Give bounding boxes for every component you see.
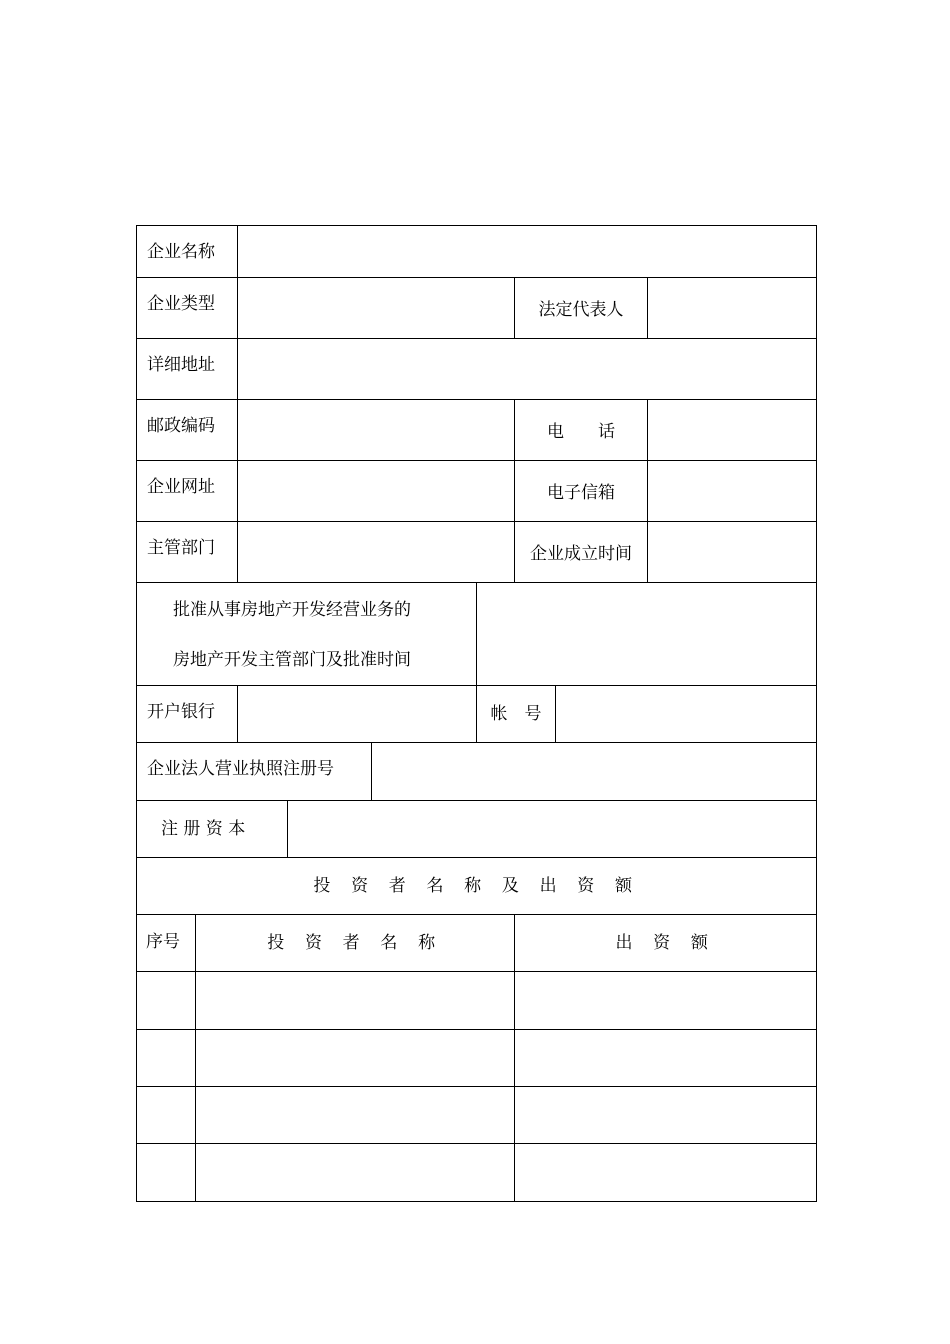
investor-index-cell[interactable] bbox=[137, 1087, 195, 1143]
company-name-label: 企业名称 bbox=[147, 242, 215, 262]
investor-name-cell[interactable] bbox=[195, 1144, 514, 1201]
founded-label: 企业成立时间 bbox=[530, 544, 632, 564]
row-capital bbox=[137, 801, 816, 858]
email-field[interactable] bbox=[647, 461, 816, 521]
phone-field[interactable] bbox=[647, 400, 816, 460]
license-label: 企业法人营业执照注册号 bbox=[147, 759, 334, 779]
legal-rep-label: 法定代表人 bbox=[538, 300, 624, 320]
bank-label: 开户银行 bbox=[147, 702, 215, 722]
website-label: 企业网址 bbox=[147, 477, 215, 497]
capital-field[interactable] bbox=[287, 801, 816, 857]
investor-amount-cell[interactable] bbox=[514, 1030, 816, 1086]
table-row bbox=[137, 1030, 816, 1087]
postcode-field[interactable] bbox=[237, 400, 514, 460]
investor-index-cell[interactable] bbox=[137, 1030, 195, 1086]
investor-amount-cell[interactable] bbox=[514, 1144, 816, 1201]
row-approval bbox=[137, 583, 816, 686]
founded-field[interactable] bbox=[647, 522, 816, 582]
row-address bbox=[137, 339, 816, 400]
investors-table-header bbox=[137, 915, 816, 972]
address-label: 详细地址 bbox=[147, 355, 215, 375]
approval-label-line2: 房地产开发主管部门及批准时间 bbox=[173, 650, 411, 670]
investor-name-cell[interactable] bbox=[195, 972, 514, 1029]
bank-field[interactable] bbox=[237, 686, 476, 742]
postcode-label: 邮政编码 bbox=[147, 416, 215, 436]
investor-amount-cell[interactable] bbox=[514, 1087, 816, 1143]
row-license bbox=[137, 743, 816, 801]
approval-label-line1: 批准从事房地产开发经营业务的 bbox=[173, 600, 411, 620]
row-website bbox=[137, 461, 816, 522]
phone-label: 电 话 bbox=[547, 422, 615, 442]
row-authority bbox=[137, 522, 816, 583]
address-field[interactable] bbox=[237, 339, 816, 399]
investor-name-cell[interactable] bbox=[195, 1030, 514, 1086]
row-company-type bbox=[137, 278, 816, 339]
table-row bbox=[137, 1087, 816, 1144]
enterprise-registration-form bbox=[136, 225, 817, 1202]
col-index-header: 序号 bbox=[146, 932, 180, 952]
approval-field[interactable] bbox=[476, 583, 816, 685]
account-field[interactable] bbox=[555, 686, 816, 742]
row-postcode bbox=[137, 400, 816, 461]
row-bank bbox=[137, 686, 816, 743]
authority-label: 主管部门 bbox=[147, 538, 215, 558]
col-amount-header: 出 资 额 bbox=[615, 933, 716, 953]
col-name-header: 投 资 者 名 称 bbox=[267, 933, 443, 953]
account-label: 帐 号 bbox=[490, 704, 542, 724]
table-row bbox=[137, 972, 816, 1030]
row-investors-title bbox=[137, 858, 816, 915]
company-type-field[interactable] bbox=[237, 278, 514, 338]
website-field[interactable] bbox=[237, 461, 514, 521]
capital-label: 注 册 资 本 bbox=[161, 819, 246, 839]
investors-section-title: 投 资 者 名 称 及 出 资 额 bbox=[313, 876, 640, 896]
table-row bbox=[137, 1144, 816, 1201]
legal-rep-field[interactable] bbox=[647, 278, 816, 338]
email-label: 电子信箱 bbox=[547, 483, 615, 503]
company-name-field[interactable] bbox=[237, 226, 816, 277]
authority-field[interactable] bbox=[237, 522, 514, 582]
row-company-name bbox=[137, 226, 816, 278]
investor-amount-cell[interactable] bbox=[514, 972, 816, 1029]
company-type-label: 企业类型 bbox=[147, 294, 215, 314]
license-field[interactable] bbox=[371, 743, 816, 800]
investor-index-cell[interactable] bbox=[137, 972, 195, 1029]
investor-index-cell[interactable] bbox=[137, 1144, 195, 1201]
investor-name-cell[interactable] bbox=[195, 1087, 514, 1143]
